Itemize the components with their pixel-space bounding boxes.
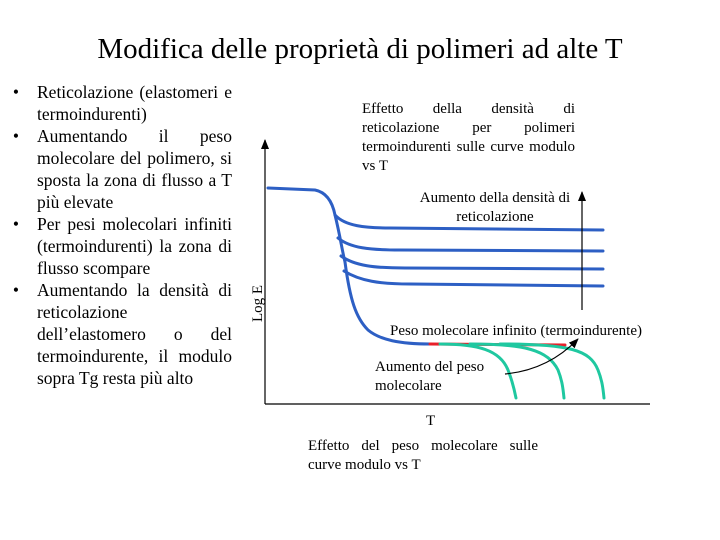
bullet-dot-icon: • xyxy=(12,214,20,234)
bullet-text: Per pesi molecolari infiniti (termoindurenti) la zona di flusso scompare xyxy=(37,214,232,278)
bullet-text: Reticolazione (elastomeri e termoindurenti) xyxy=(37,82,232,124)
label-density-increase: Aumento della densità di reticolazione xyxy=(419,190,571,225)
slide-title: Modifica delle proprietà di polimeri ad alte T xyxy=(97,33,623,65)
bullet-text: Aumentando il peso molecolare del polimero, si sposta la zona di flusso a T più elevate xyxy=(37,126,232,212)
bullet-dot-icon: • xyxy=(12,82,20,102)
curve-glassy-drop xyxy=(268,188,345,262)
label-mw-increase: Aumento del peso molecolare xyxy=(375,359,485,394)
bullet-dot-icon: • xyxy=(12,280,20,300)
curve-crosslink-density xyxy=(341,256,603,269)
y-axis-label: Log E xyxy=(250,284,266,322)
caption-top: Effetto della densità di reticolazione per polimeri termoindurenti sulle curve modulo vs T xyxy=(362,101,575,174)
curve-crosslink-density xyxy=(344,271,603,286)
bullet-dot-icon: • xyxy=(12,126,20,146)
x-axis-label: T xyxy=(426,413,436,429)
bullet-text: Aumentando la densità di reticolazione dell’elastomero o del termoindurente, il modulo sopra Tg resta più alto xyxy=(37,280,232,388)
caption-bottom: Effetto del peso molecolare sulle curve modulo vs T xyxy=(308,438,538,473)
curve-crosslink-density xyxy=(338,238,603,251)
label-infinite-mw: Peso molecolare infinito (termoindurente) xyxy=(390,323,643,339)
